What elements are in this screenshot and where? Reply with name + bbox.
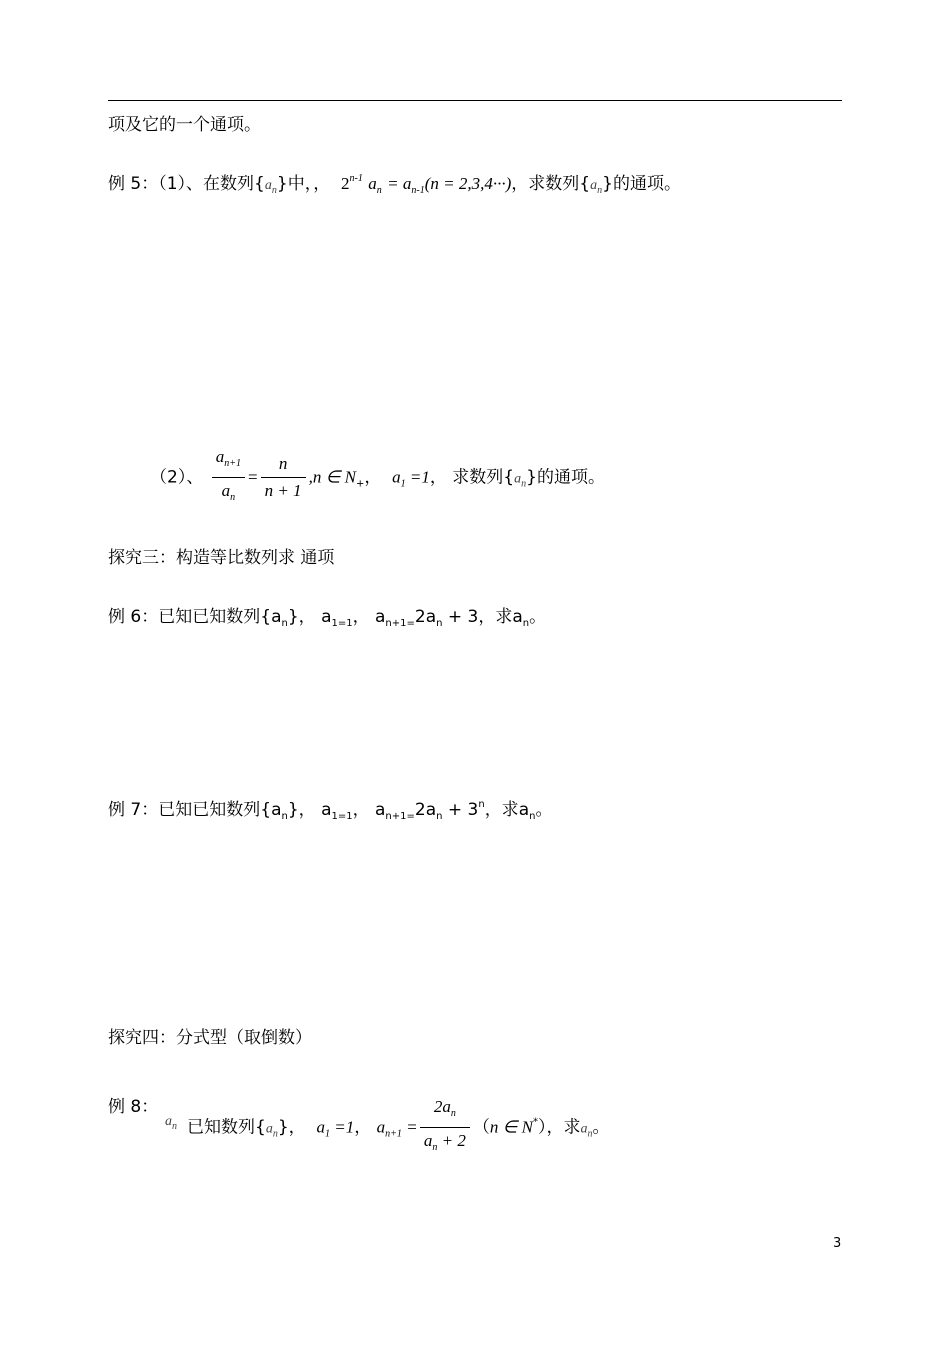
page-number: 3 xyxy=(833,1236,842,1251)
n-fraction: $\frac{n}{n + 1}$ xyxy=(261,453,306,502)
ex5-eq-tail: (n = 2,3,4···) xyxy=(424,174,512,193)
ex5-mid: }中，， xyxy=(276,174,331,194)
ex5-eq-rest: = a xyxy=(387,174,412,193)
section-3-heading: 探究三：构造等比数列求 通项 xyxy=(108,548,335,568)
intro-line: 项及它的一个通项。 xyxy=(108,115,261,135)
example-8: 例 8： xyxy=(108,1097,159,1117)
section-4-heading: 探究四：分式型（取倒数） xyxy=(108,1028,312,1048)
ex5-label: 例 5： xyxy=(108,174,159,194)
example-7: 例 7：已知已知数列$\{a_n\}$， $a_{1=1}$， $a_{n+1=}2a_n + 3^n$，求$a_n$。 xyxy=(108,799,553,822)
recursion-fraction: $\frac{2a_n}{a_n + 2}$ xyxy=(420,1096,470,1159)
header-rule xyxy=(108,100,842,101)
example-5-part-1: 例 5：（1）、在数列$\{a_n\}$中，， 2$^{n-1}$ $a_n = a_{n-1}(n = 2,3,4\cdot\cdot\cdot)$，求数列$\{a_n\}$的通项。 xyxy=(108,173,681,196)
ex5-prefix: （1）、在数列{ xyxy=(158,174,265,194)
ratio-fraction: $\frac{a_{n+1}}{a_n}$ xyxy=(212,446,245,509)
example-5-part-2: （2）、 $\frac{a_{n+1}}{a_n}$ = $\frac{n}{n + 1}$ ,n ∈ $N_+$， $a_1 =1$， 求数列$\{a_n\}$的通项。 xyxy=(150,446,605,509)
ex5-eq-base: 2 xyxy=(341,174,350,193)
ex8-pre-an: $a_n$ xyxy=(165,1114,177,1132)
example-8-body: 已知数列$\{a_n\}$， $a_1 =1$， $a_{n+1}$ = $\frac{2a_n}{a_n + 2}$ （n ∈ N*），求$a_n$。 xyxy=(187,1096,610,1159)
example-6: 例 6：已知已知数列$\{a_n\}$， $a_{1=1}$， $a_{n+1=}2a_n + 3$，求$a_n$。 xyxy=(108,607,547,629)
ex5-part2-prefix: （2）、 xyxy=(150,467,204,488)
